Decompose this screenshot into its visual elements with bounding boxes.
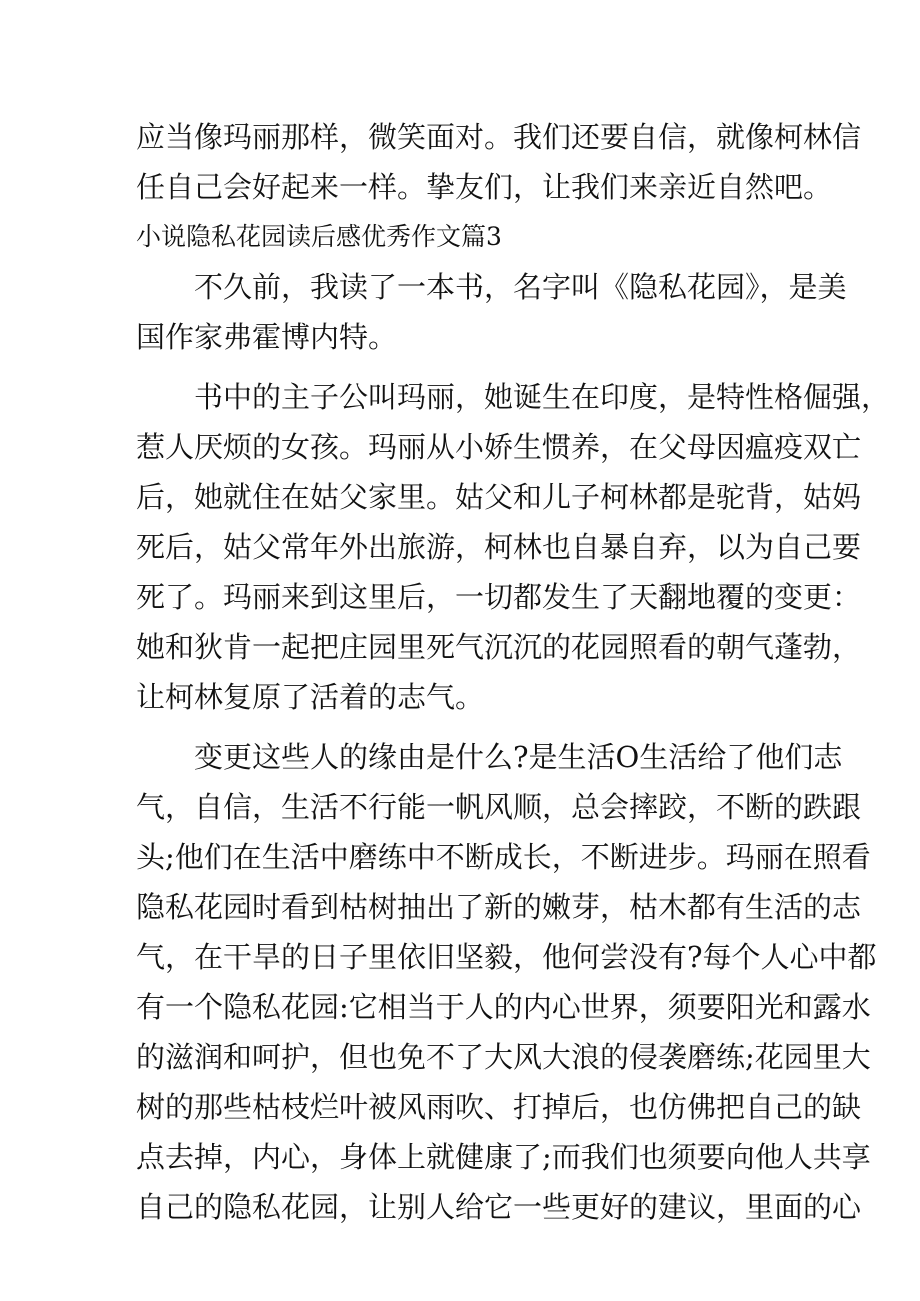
paragraph-gap: [136, 362, 796, 372]
text-line: 树的那些枯枝烂叶被风雨吹、打掉后，也仿佛把自己的缺: [136, 1090, 862, 1124]
text-line: 死后，姑父常年外出旅游，柯林也自暴自弃，以为自己要: [136, 530, 862, 564]
text-line: 书中的主子公叫玛丽，她诞生在印度，是特性格倔强，: [194, 380, 891, 414]
paragraph-2: [136, 372, 891, 722]
text-line: 让柯林复原了活着的志气。: [136, 680, 485, 714]
section-heading: 小说隐私花园读后感优秀作文篇3: [136, 222, 502, 251]
intro-paragraph: [136, 112, 862, 212]
text-line: 死了。玛丽来到这里后，一切都发生了天翻地覆的变更：: [136, 580, 862, 614]
paragraph-gap: [136, 722, 796, 732]
text-line: 任自己会好起来一样。挚友们，让我们来亲近自然吧。: [136, 170, 833, 204]
text-line: 气，在干旱的日子里依旧坚毅，他何尝没有?每个人心中都: [136, 940, 877, 974]
document-body: [136, 112, 891, 1232]
text-line: 惹人厌烦的女孩。玛丽从小娇生惯养，在父母因瘟疫双亡: [136, 430, 862, 464]
text-line: 有一个隐私花园:它相当于人的内心世界，须要阳光和露水: [136, 990, 871, 1024]
text-line: 头;他们在生活中磨练中不断成长，不断进步。玛丽在照看: [136, 840, 871, 874]
text-line: 国作家弗霍博内特。: [136, 320, 398, 354]
text-line: 后，她就住在姑父家里。姑父和儿子柯林都是驼背，姑妈: [136, 480, 862, 514]
paragraph-3: [136, 732, 877, 1232]
paragraph-1: [136, 262, 847, 362]
text-line: 应当像玛丽那样，微笑面对。我们还要自信，就像柯林信: [136, 120, 862, 154]
text-line: 点去掉，内心，身体上就健康了;而我们也须要向他人共享: [136, 1140, 871, 1174]
text-line: 隐私花园时看到枯树抽出了新的嫩芽，枯木都有生活的志: [136, 890, 862, 924]
text-line: 的滋润和呵护，但也免不了大风大浪的侵袭磨练;花园里大: [136, 1040, 871, 1074]
text-line: 不久前，我读了一本书，名字叫《隐私花园》，是美: [194, 270, 847, 304]
text-line: 气，自信，生活不行能一帆风顺，总会摔跤，不断的跌跟: [136, 790, 862, 824]
text-line: 自己的隐私花园，让别人给它一些更好的建议，里面的心: [136, 1190, 862, 1224]
text-line: 她和狄肯一起把庄园里死气沉沉的花园照看的朝气蓬勃，: [136, 630, 862, 664]
text-line: 变更这些人的缘由是什么?是生活O生活给了他们志: [194, 740, 843, 774]
